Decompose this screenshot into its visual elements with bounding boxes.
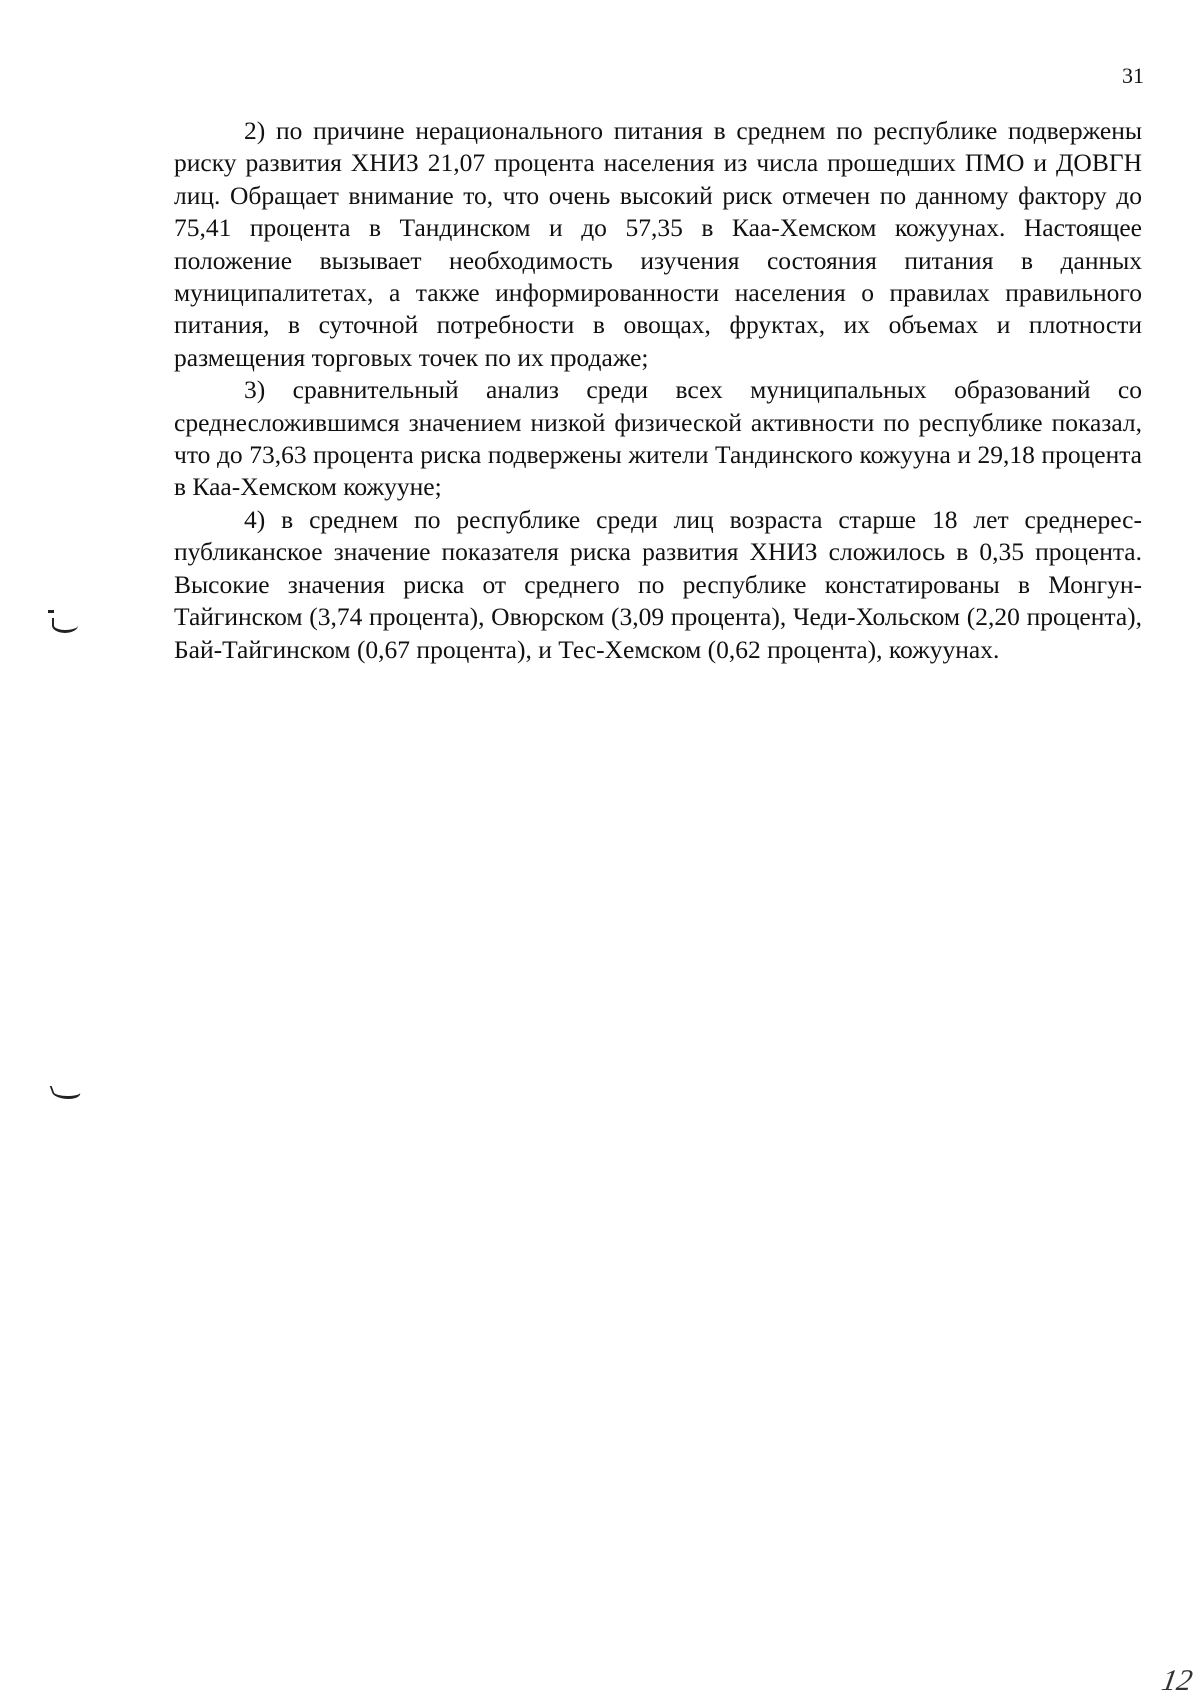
paragraph-average-risk: 4) в среднем по республике среди лиц возраста старше 18 лет среднереспубликанское значение показателя риска развития ХНИЗ сложилось в 0,35 процента. Высокие значения риска от среднего по республике констатированы в Монгун-Тайгинском (3,74 процента), Овюрском (3,09 процента), Чеди-Хольском (2,20 процента), Бай-Тайгинском (0,67 процента), и Тес-Хемском (0,62 процента), кожуунах.	[174, 504, 1142, 664]
binding-hole-mark	[50, 1086, 83, 1099]
page-number: 31	[1122, 63, 1144, 88]
handwritten-sheet-number: 12	[1159, 1664, 1195, 1697]
binding-hole-tick	[48, 610, 54, 613]
binding-hole-mark	[52, 618, 78, 633]
paragraph-nutrition-risk: 2) по причине нерационального питания в среднем по республике подвержены риску развития ХНИЗ 21,07 процента населения из числа прошедших ПМО и ДОВГН лиц. Обращает внимание то, что очень высокий риск отмечен по данному фактору до 75,41 процента в Тандинском и до 57,35 в Каа-Хемском кожуунах. Настоящее положение вызывает необходимость изучения состояния питания в данных муниципалитетах, а также информированности населения о правилах правильного питания, в суточной потребности в овощах, фруктах, их объемах и плотности размещения торговых точек по их продаже;	[174, 116, 1142, 372]
paragraph-physical-activity: 3) сравнительный анализ среди всех муниципальных образований со среднесложившимся значением низкой физической активности по республике показал, что до 73,63 процента риска подвержены жители Тандинского кожууна и 29,18 процента в Каа-Хемском кожууне;	[174, 375, 1142, 502]
body-text	[174, 115, 1142, 666]
